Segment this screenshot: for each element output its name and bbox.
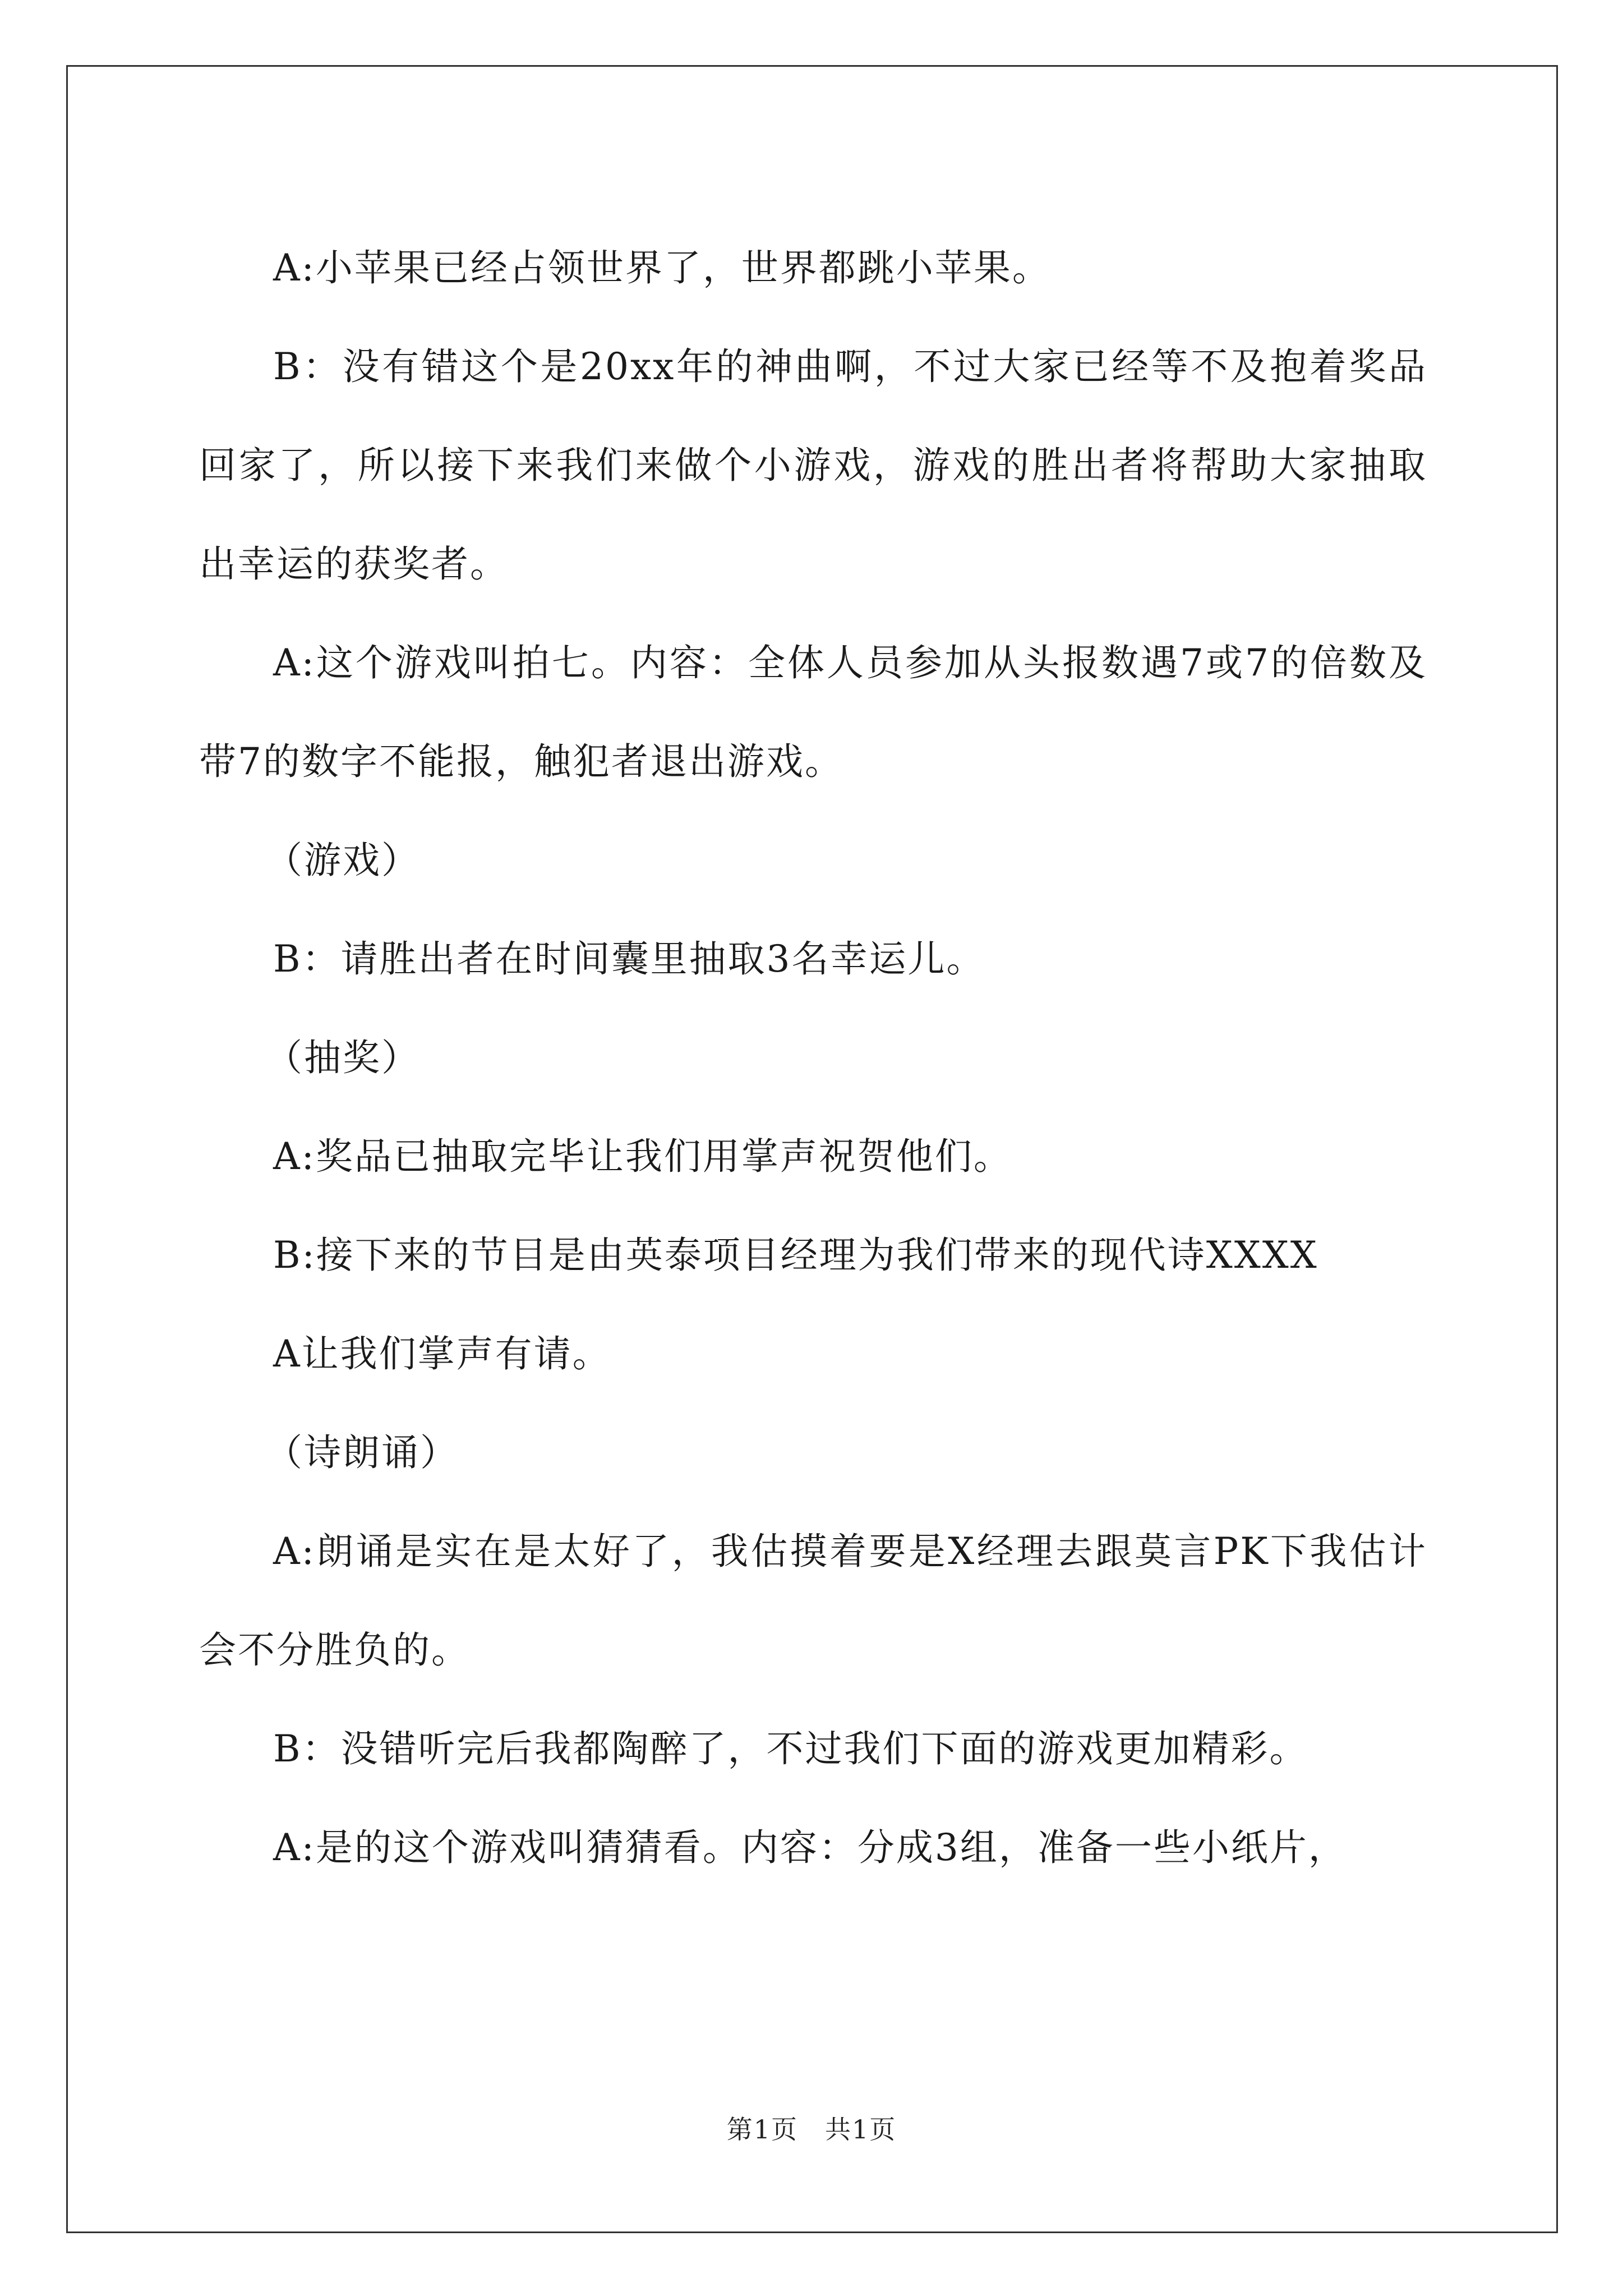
paragraph-1: A:小苹果已经占领世界了，世界都跳小苹果。 [273, 246, 1051, 289]
paragraph-7: A:奖品已抽取完毕让我们用掌声祝贺他们。 [273, 1135, 1012, 1178]
paragraph-12: B：没错听完后我都陶醉了，不过我们下面的游戏更加精彩。 [273, 1727, 1308, 1770]
page-number-footer: 第1页 共1页 [726, 2114, 897, 2145]
stage-direction-poem: （诗朗诵） [265, 1431, 459, 1474]
paragraph-9: A让我们掌声有请。 [273, 1332, 611, 1375]
paragraph-13: A:是的这个游戏叫猜猜看。内容：分成3组，准备一些小纸片， [273, 1826, 1347, 1869]
paragraph-11: A:朗诵是实在是太好了，我估摸着要是X经理去跟莫言PK下我估计会不分胜负的。 [199, 1530, 1427, 1672]
stage-direction-game: （游戏） [265, 839, 420, 882]
stage-direction-lottery: （抽奖） [265, 1036, 420, 1079]
paragraph-3: A:这个游戏叫拍七。内容：全体人员参加从头报数遇7或7的倍数及带7的数字不能报，触犯者退出游戏。 [199, 641, 1427, 783]
paragraph-8: B:接下来的节目是由英泰项目经理为我们带来的现代诗XXXX [273, 1234, 1318, 1277]
document-body [199, 219, 1427, 1897]
paragraph-5: B：请胜出者在时间囊里抽取3名幸运儿。 [273, 937, 985, 981]
paragraph-2: B：没有错这个是20xx年的神曲啊，不过大家已经等不及抱着奖品回家了，所以接下来我们来做个小游戏，游戏的胜出者将帮助大家抽取出幸运的获奖者。 [199, 345, 1427, 586]
